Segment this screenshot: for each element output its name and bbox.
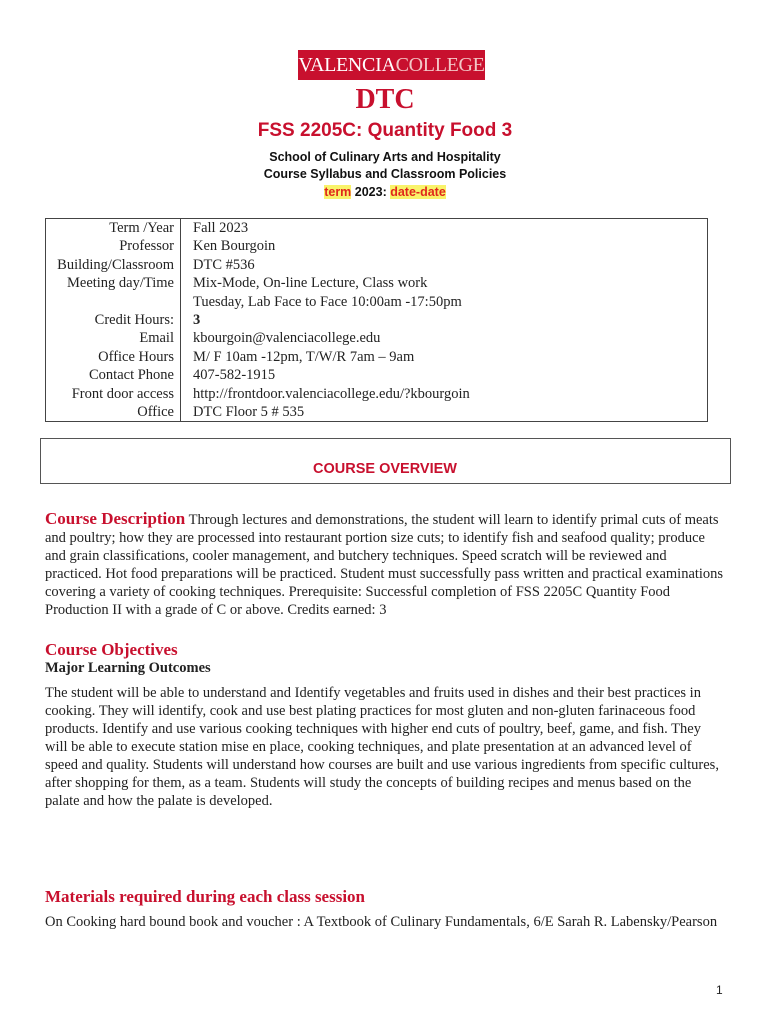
info-value: DTC Floor 5 # 535 bbox=[193, 404, 305, 421]
term-year: 2023: bbox=[351, 185, 391, 199]
info-row bbox=[46, 256, 708, 274]
course-description-heading: Course Description bbox=[45, 509, 186, 528]
info-value: DTC #536 bbox=[193, 256, 255, 273]
info-label: Term /Year bbox=[46, 219, 181, 238]
info-value: Ken Bourgoin bbox=[193, 238, 276, 255]
materials-heading: Materials required during each class session bbox=[45, 887, 366, 906]
course-objectives-text: The student will be able to understand and Identify vegetables and fruits used in dishes and their best practices in cooking. They will identify, cook and use best plating practices for most gluten and non-gluten farinaceous food products. Identify and use various cooking techniques with higher end cuts of poultry, beef, game, and fish. They will be able to execute station mise en place, cooking techniques, and plate presentation at an advanced level of speed and quality. Students will understand how courses are built and use various ingredients from specific cultures, after shopping for them, as a team. Students will study the concepts of building recipes and menus based on the palate and how the palate is developed. bbox=[45, 685, 719, 809]
info-value: Tuesday, Lab Face to Face 10:00am -17:50pm bbox=[193, 293, 462, 310]
info-label bbox=[46, 293, 181, 311]
info-row bbox=[46, 293, 708, 311]
info-label: Professor bbox=[46, 237, 181, 255]
info-row bbox=[46, 348, 708, 366]
valencia-college-logo bbox=[298, 50, 485, 80]
syllabus-title: Course Syllabus and Classroom Policies bbox=[263, 167, 507, 181]
term-word: term bbox=[324, 185, 352, 199]
info-row bbox=[46, 385, 708, 403]
logo-text-college: COLLEGE bbox=[395, 53, 485, 76]
info-label: Email bbox=[46, 329, 181, 347]
info-row bbox=[46, 237, 708, 255]
info-value: M/ F 10am -12pm, T/W/R 7am – 9am bbox=[193, 348, 415, 365]
info-row bbox=[46, 329, 708, 347]
info-row bbox=[46, 311, 708, 329]
school-name: School of Culinary Arts and Hospitality bbox=[269, 150, 501, 164]
course-description bbox=[45, 510, 725, 619]
info-label: Building/Classroom bbox=[46, 256, 181, 274]
info-value: Mix-Mode, On-line Lecture, Class work bbox=[193, 275, 428, 292]
info-label: Contact Phone bbox=[46, 366, 181, 384]
info-value: Fall 2023 bbox=[193, 220, 249, 236]
info-row bbox=[46, 366, 708, 384]
course-objectives-heading: Course Objectives bbox=[45, 640, 178, 659]
info-value: kbourgoin@valenciacollege.edu bbox=[193, 330, 381, 347]
course-overview-title: COURSE OVERVIEW bbox=[313, 461, 457, 477]
term-line bbox=[0, 185, 770, 199]
info-label: Meeting day/Time bbox=[46, 274, 181, 292]
course-title: FSS 2205C: Quantity Food 3 bbox=[257, 120, 513, 141]
info-value: 3 bbox=[193, 312, 201, 329]
info-value: http://frontdoor.valenciacollege.edu/?kbourgoin bbox=[193, 385, 470, 402]
materials-text: On Cooking hard bound book and voucher : A Textbook of Culinary Fundamentals, 6/E Sarah R. Labensky/Pearson bbox=[45, 914, 718, 930]
info-row bbox=[46, 274, 708, 292]
info-value: 407-582-1915 bbox=[193, 367, 276, 384]
course-description-text: Through lectures and demonstrations, the student will learn to identify primal cuts of meats and poultry; how they are processed into restaurant portion size cuts; to identify fish and seafood quality; produce and grain classifications, cooler management, and butchery techniques. Speed scratch will be reviewed and practiced. Hot food preparations will be practiced. Student must successfully pass written and practical examinations covering a variety of cooking techniques. Prerequisite: Successful completion of FSS 2205C Quantity Food Production II with a grade of C or above. Credits earned: 3 bbox=[45, 512, 724, 618]
learning-outcomes-subheading: Major Learning Outcomes bbox=[45, 660, 211, 676]
logo-text-valencia: VALENCIA bbox=[298, 53, 396, 76]
course-info-table bbox=[45, 218, 708, 422]
page-number: 1 bbox=[716, 983, 723, 997]
info-row bbox=[46, 403, 708, 422]
info-label: Credit Hours: bbox=[46, 311, 181, 329]
info-label: Office bbox=[46, 403, 181, 422]
campus-title: DTC bbox=[355, 84, 415, 115]
term-dates: date-date bbox=[390, 185, 446, 199]
info-label: Office Hours bbox=[46, 348, 181, 366]
info-row bbox=[46, 219, 708, 238]
info-label: Front door access bbox=[46, 385, 181, 403]
